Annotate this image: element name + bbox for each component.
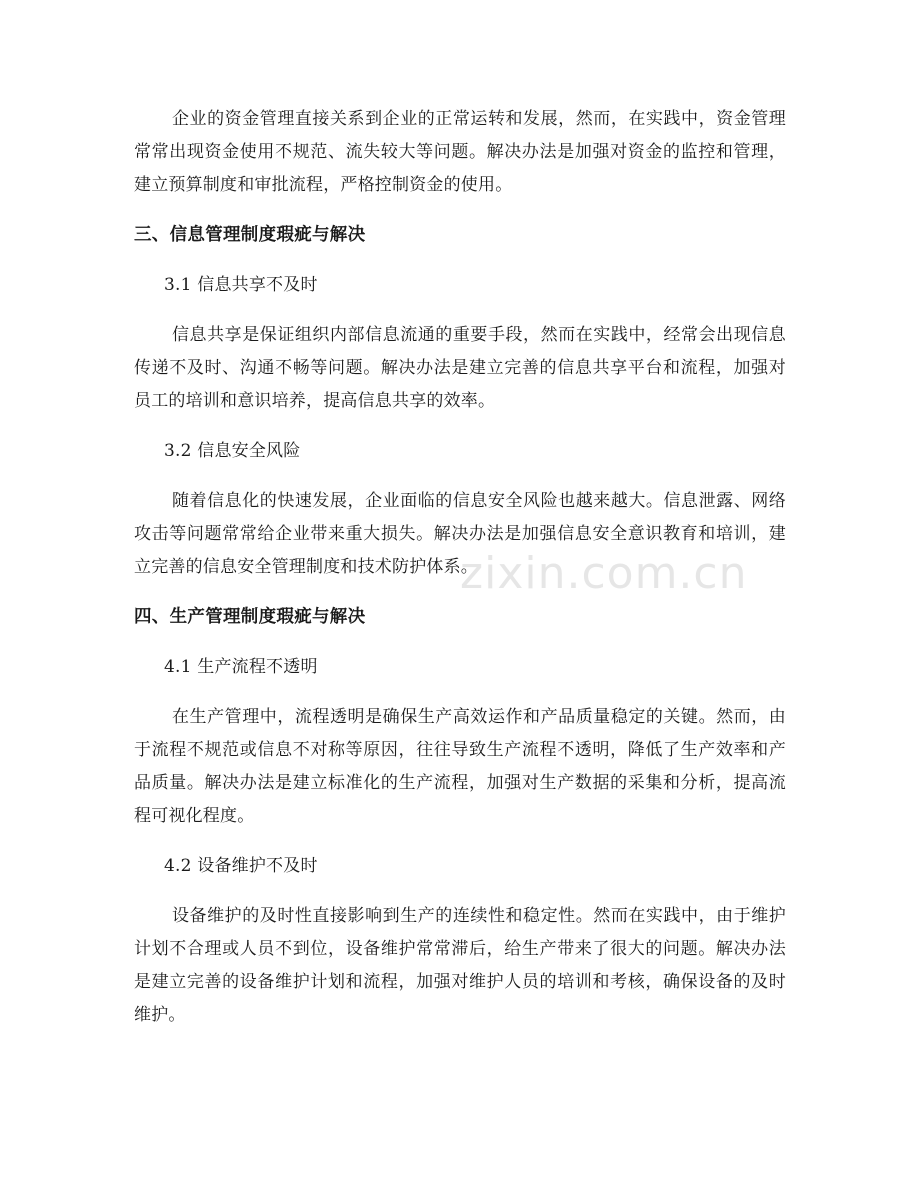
paragraph-3-2: 随着信息化的快速发展，企业面临的信息安全风险也越来越大。信息泄露、网络攻击等问题常常给企业带来重大损失。解决办法是加强信息安全意识教育和培训，建立完善的信息安全管理制度和技术防护体系。 <box>134 491 786 577</box>
subsection-4-1-heading: 4.1 生产流程不透明 <box>164 657 318 677</box>
document-body <box>134 103 786 1049</box>
watermark: zixin.com.cn <box>460 548 748 599</box>
subsection-4-2-heading: 4.2 设备维护不及时 <box>164 856 318 876</box>
section-4-heading: 四、生产管理制度瑕疵与解决 <box>134 607 366 627</box>
section-3-heading: 三、信息管理制度瑕疵与解决 <box>134 225 366 245</box>
paragraph-fund-management: 企业的资金管理直接关系到企业的正常运转和发展，然而，在实践中，资金管理常常出现资金使用不规范、流失较大等问题。解决办法是加强对资金的监控和管理，建立预算制度和审批流程，严格控制资金的使用。 <box>134 109 786 195</box>
subsection-3-1-heading: 3.1 信息共享不及时 <box>164 275 318 295</box>
subsection-3-2-heading: 3.2 信息安全风险 <box>164 441 301 461</box>
paragraph-4-1: 在生产管理中，流程透明是确保生产高效运作和产品质量稳定的关键。然而，由于流程不规范或信息不对称等原因，往往导致生产流程不透明，降低了生产效率和产品质量。解决办法是建立标准化的生产流程，加强对生产数据的采集和分析，提高流程可视化程度。 <box>134 707 786 826</box>
paragraph-3-1: 信息共享是保证组织内部信息流通的重要手段，然而在实践中，经常会出现信息传递不及时、沟通不畅等问题。解决办法是建立完善的信息共享平台和流程，加强对员工的培训和意识培养，提高信息共享的效率。 <box>134 325 786 411</box>
paragraph-4-2: 设备维护的及时性直接影响到生产的连续性和稳定性。然而在实践中，由于维护计划不合理或人员不到位，设备维护常常滞后，给生产带来了很大的问题。解决办法是建立完善的设备维护计划和流程，加强对维护人员的培训和考核，确保设备的及时维护。 <box>134 906 786 1025</box>
